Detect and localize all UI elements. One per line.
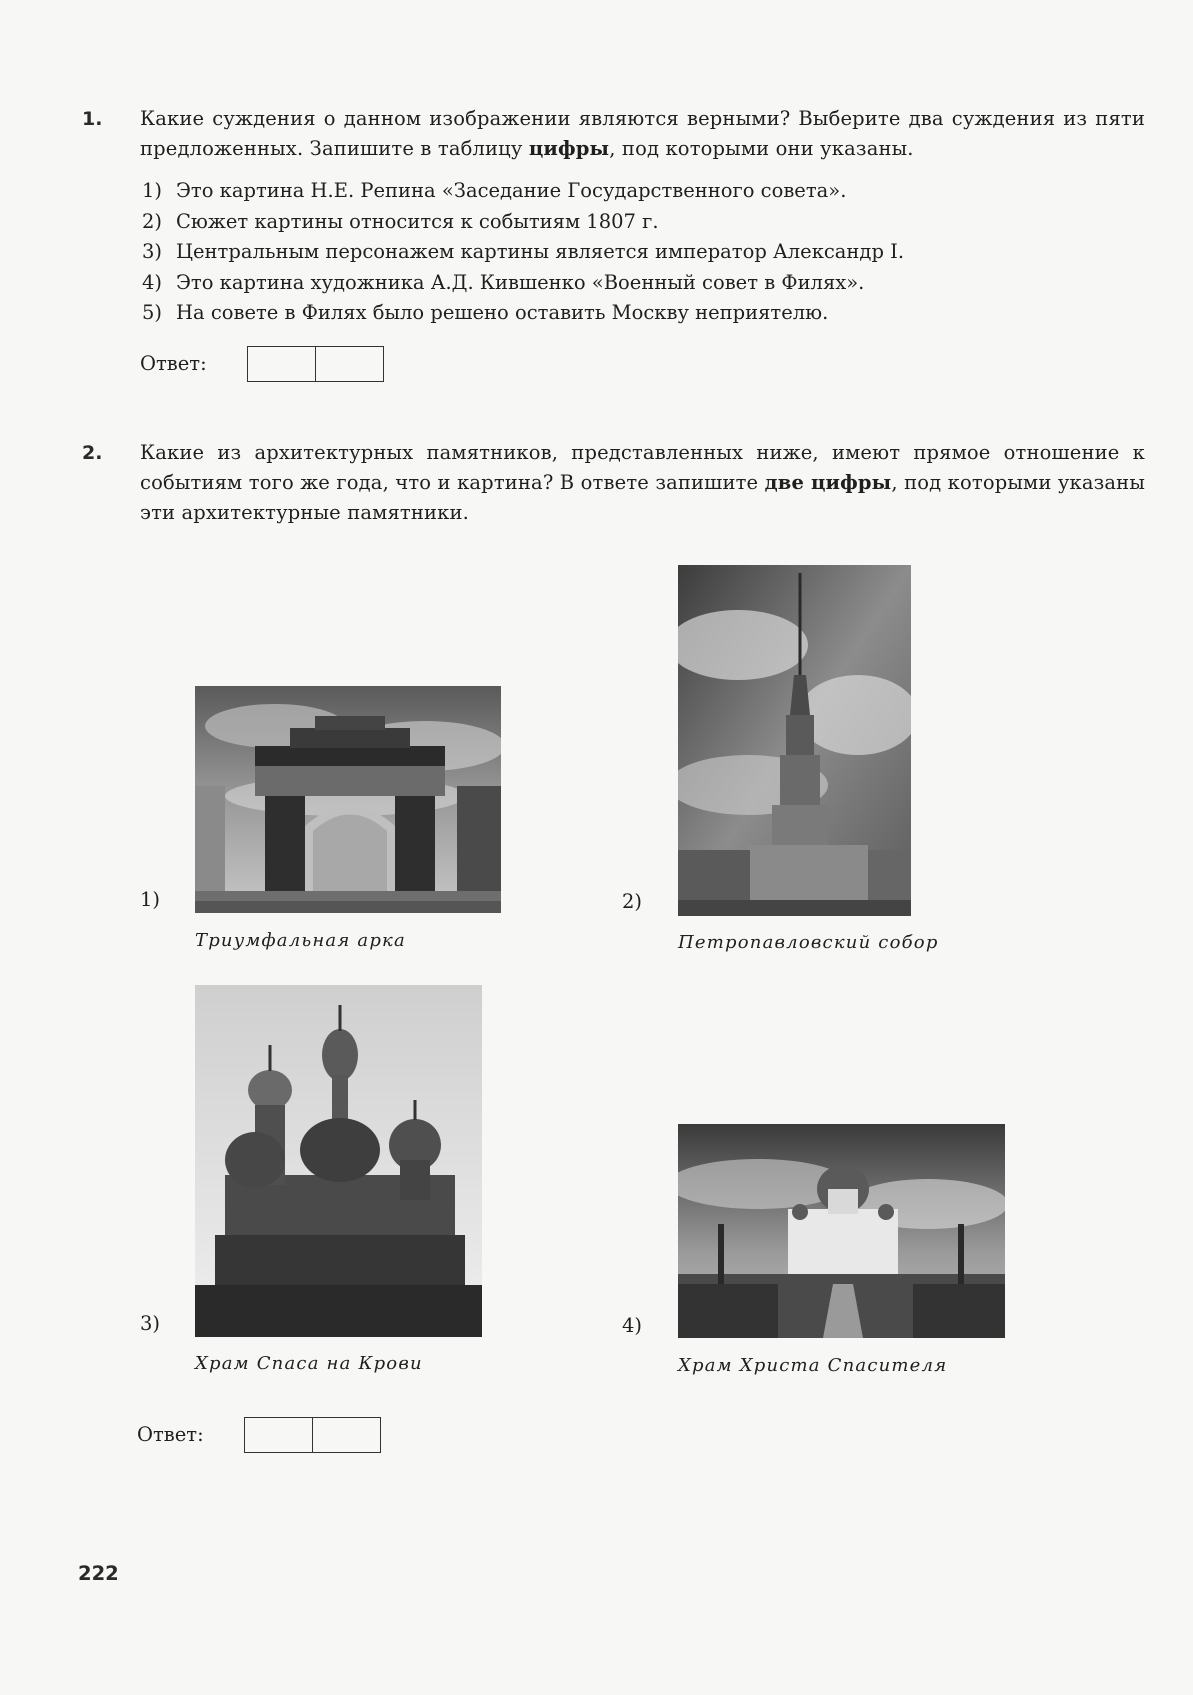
answer-cell-1[interactable] [245, 1418, 312, 1452]
task-2-number: 2. [82, 442, 103, 464]
figure-caption: Храм Христа Спасителя [678, 1355, 948, 1376]
triumphal-arch-photo [195, 686, 501, 913]
answer-grid [244, 1417, 381, 1453]
page-number: 222 [78, 1562, 119, 1585]
option: 5) На совете в Филях было решено оставить Москву неприятелю. [142, 301, 829, 324]
task-1-options [142, 176, 1122, 329]
savior-on-blood-photo [195, 985, 482, 1337]
option: 3) Центральным персонажем картины является император Александр I. [142, 240, 905, 263]
figure-caption: Петропавловский собор [678, 932, 939, 953]
christ-saviour-cathedral-photo [678, 1124, 1005, 1338]
figure-number: 2) [622, 890, 643, 913]
figure-number: 4) [622, 1314, 643, 1337]
figure-number: 1) [140, 888, 161, 911]
option: 4) Это картина художника А.Д. Кившенко «Военный совет в Филях». [142, 270, 865, 294]
figure-number: 3) [140, 1312, 161, 1335]
figure-caption: Храм Спаса на Крови [195, 1353, 423, 1374]
answer-cell-1[interactable] [248, 347, 315, 381]
answer-grid [247, 346, 384, 382]
answer-label: Ответ: [140, 352, 207, 375]
task-2-question: Какие из архитектурных памятников, представленных ниже, имеют прямое отношение к событиям того же года, что и картина? В ответе запишите две цифры, под которыми указаны эти архитектурные памятники. [140, 441, 1145, 524]
option: 2) Сюжет картины относится к событиям 1807 г. [142, 209, 659, 233]
option: 1) Это картина Н.Е. Репина «Заседание Государственного совета». [142, 179, 847, 202]
answer-cell-2[interactable] [312, 1418, 380, 1452]
figure-caption: Триумфальная арка [195, 930, 406, 951]
task-1-number: 1. [82, 108, 103, 130]
answer-cell-2[interactable] [315, 347, 383, 381]
answer-label: Ответ: [137, 1423, 204, 1446]
peter-paul-cathedral-photo [678, 565, 911, 916]
task-1-question: Какие суждения о данном изображении являются верными? Выберите два суждения из пяти предложенных. Запишите в таблицу цифры, под которыми они указаны. [140, 107, 1145, 160]
